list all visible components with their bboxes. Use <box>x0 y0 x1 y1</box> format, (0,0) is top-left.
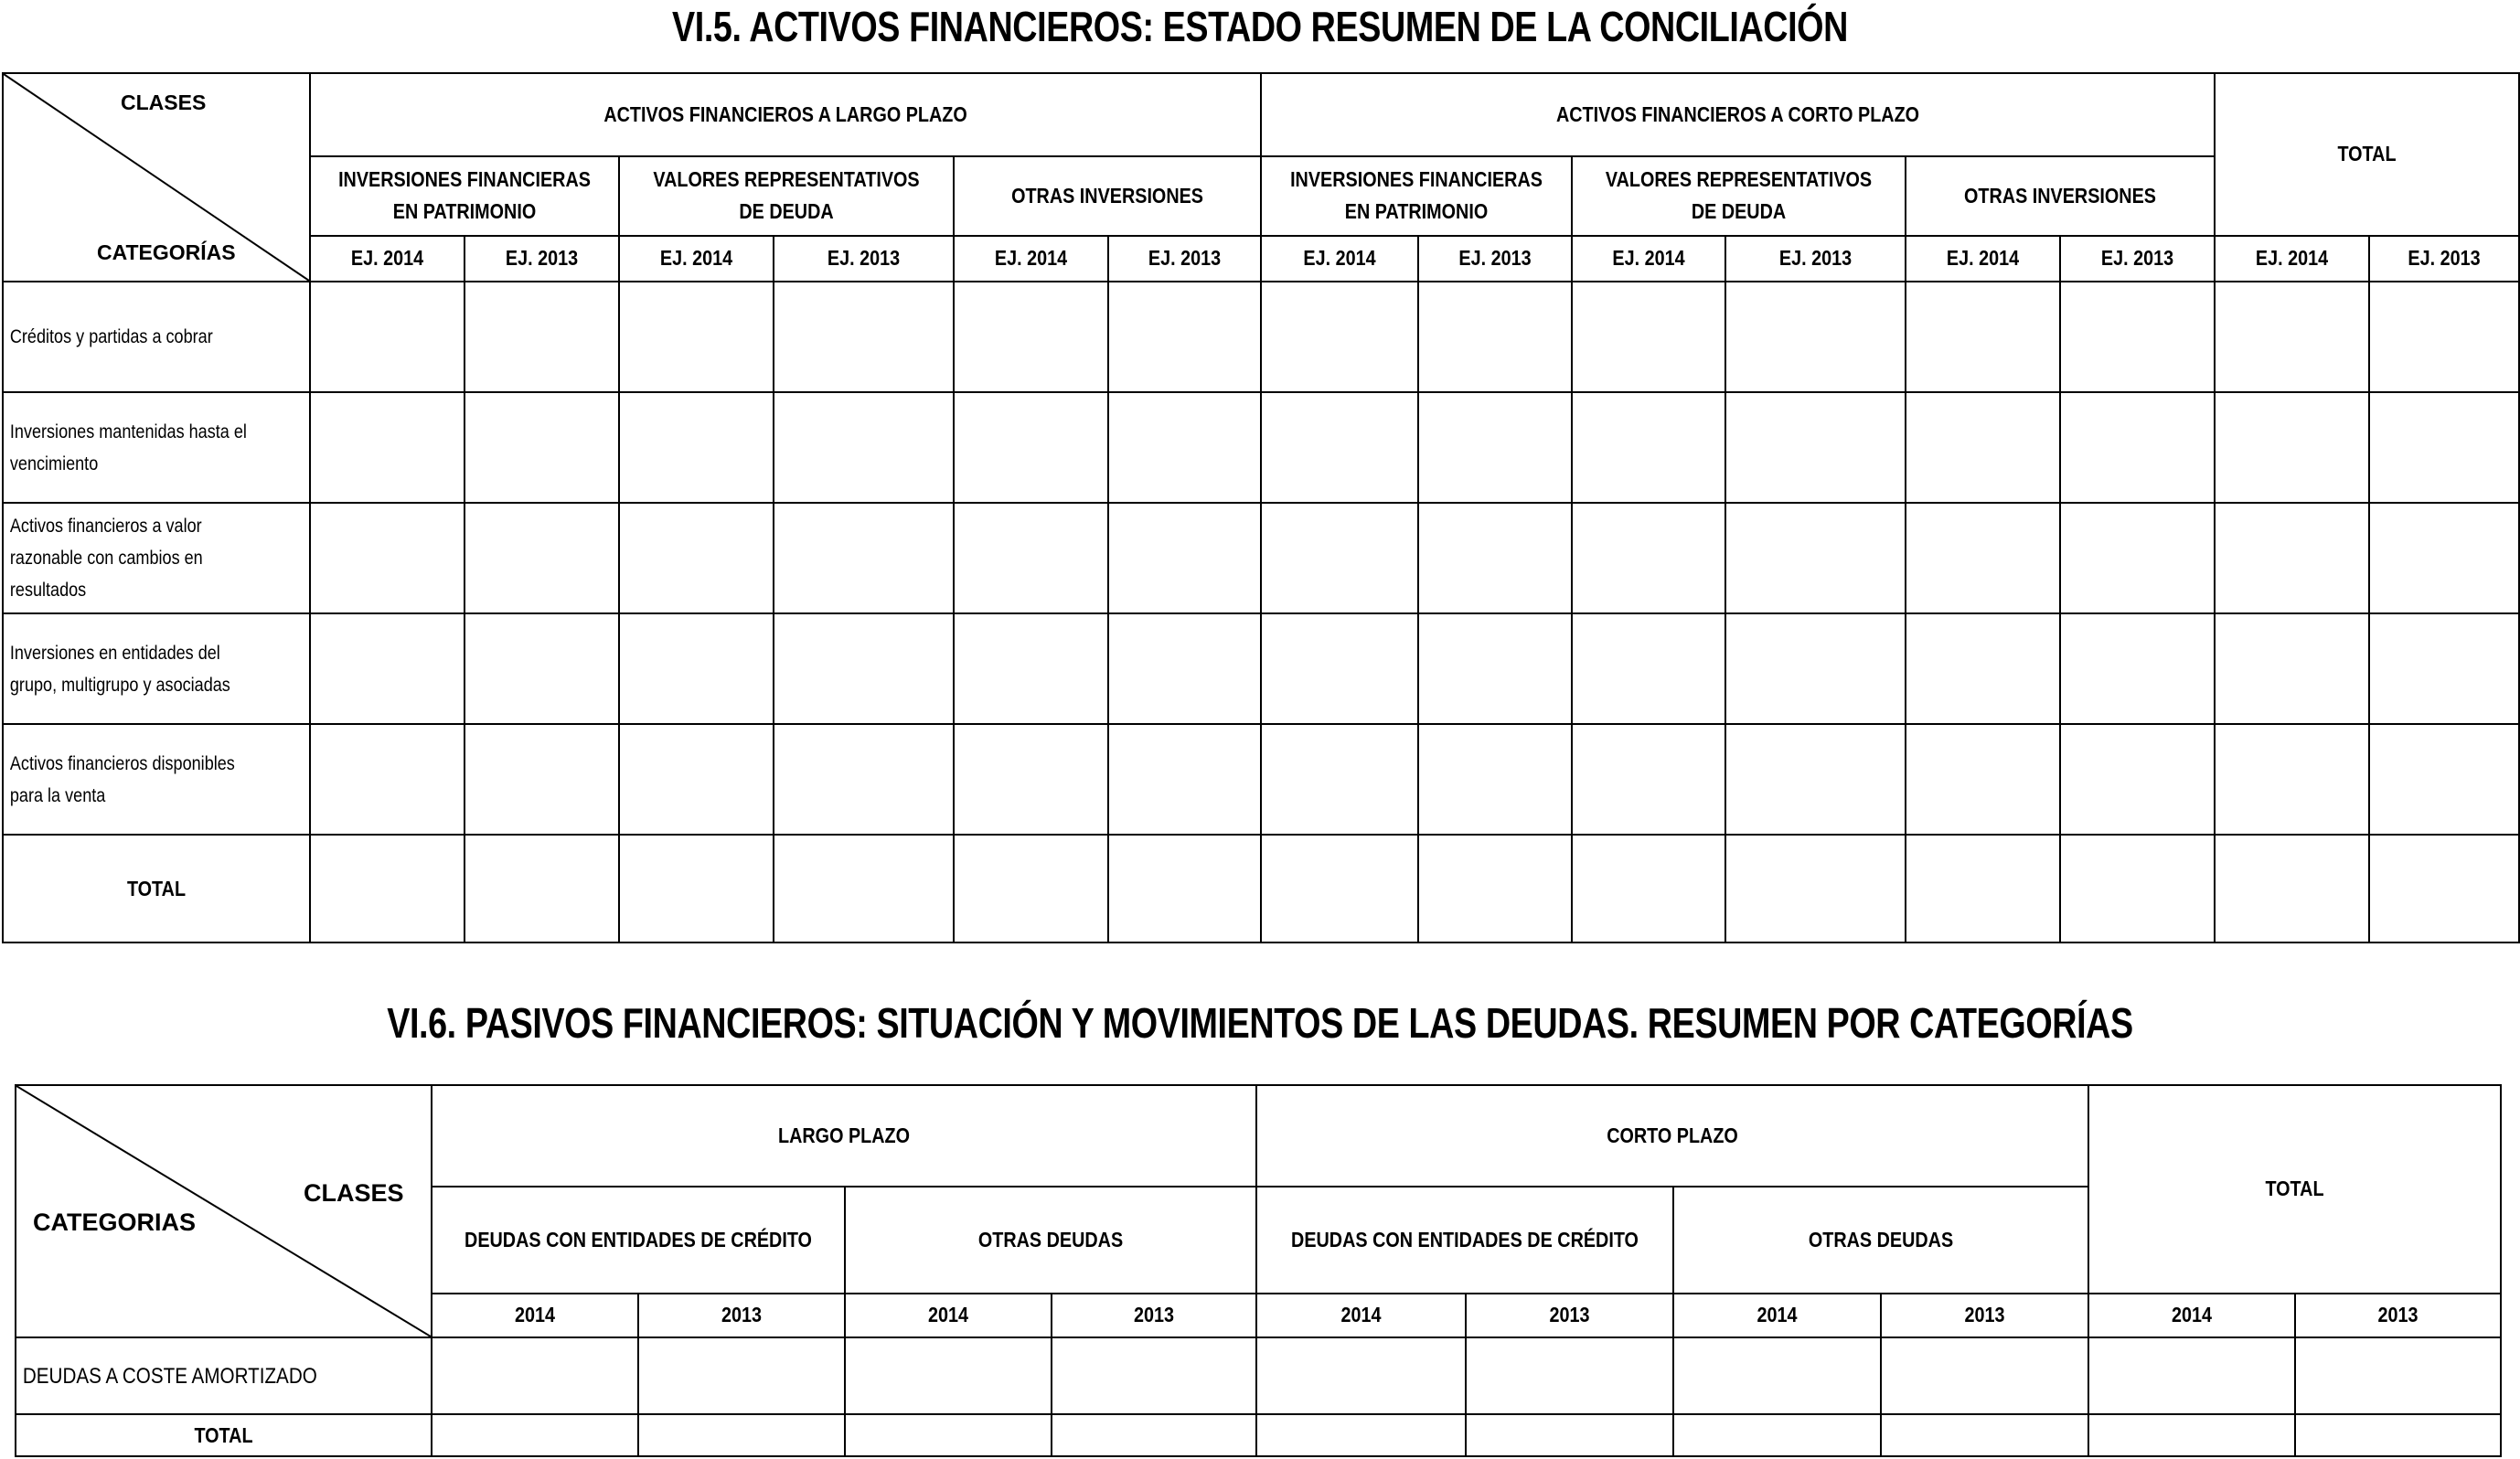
year-header: 2013 <box>1052 1294 1256 1337</box>
data-cell[interactable] <box>619 724 774 835</box>
data-cell[interactable] <box>464 613 619 724</box>
data-cell[interactable] <box>1906 724 2060 835</box>
year-header: 2014 <box>845 1294 1052 1337</box>
subheader-short-equity: INVERSIONES FINANCIERAS EN PATRIMONIO <box>1261 156 1572 236</box>
year-header: EJ. 2014 <box>1261 236 1418 282</box>
data-cell[interactable] <box>1725 835 1906 942</box>
data-cell[interactable] <box>464 503 619 613</box>
year-header: EJ. 2014 <box>1572 236 1725 282</box>
data-cell[interactable] <box>2215 392 2369 503</box>
data-cell[interactable] <box>954 282 1108 392</box>
data-cell[interactable] <box>310 392 464 503</box>
data-cell[interactable] <box>432 1414 638 1456</box>
data-cell[interactable] <box>1572 724 1725 835</box>
table-row <box>3 282 2519 392</box>
data-cell[interactable] <box>1108 835 1261 942</box>
data-cell[interactable] <box>2060 503 2215 613</box>
corner-label-categorias: CATEGORÍAS <box>97 240 236 264</box>
year-header: 2014 <box>1256 1294 1466 1337</box>
data-cell[interactable] <box>2088 1414 2295 1456</box>
corner-label-categorias: CATEGORIAS <box>33 1209 197 1236</box>
year-header: EJ. 2013 <box>774 236 954 282</box>
data-cell[interactable] <box>310 835 464 942</box>
data-cell[interactable] <box>2215 503 2369 613</box>
year-header: 2014 <box>1673 1294 1881 1337</box>
row-label: Activos financieros a valor razonable con cambios en resultados <box>3 503 310 613</box>
data-cell[interactable] <box>2369 835 2519 942</box>
total-row-label: TOTAL <box>16 1414 432 1456</box>
table1-total-row <box>3 835 2519 942</box>
table2-total-row <box>16 1414 2501 1456</box>
data-cell[interactable] <box>2215 724 2369 835</box>
subheader-short-other-debts: OTRAS DEUDAS <box>1673 1187 2088 1294</box>
data-cell[interactable] <box>1725 282 1906 392</box>
subheader-long-debt-securities: VALORES REPRESENTATIVOS DE DEUDA <box>619 156 954 236</box>
data-cell[interactable] <box>638 1337 845 1414</box>
year-header: EJ. 2013 <box>1725 236 1906 282</box>
data-cell[interactable] <box>619 282 774 392</box>
data-cell[interactable] <box>432 1337 638 1414</box>
data-cell[interactable] <box>2369 613 2519 724</box>
data-cell[interactable] <box>1906 613 2060 724</box>
data-cell[interactable] <box>464 392 619 503</box>
data-cell[interactable] <box>2060 613 2215 724</box>
data-cell[interactable] <box>1256 1414 1466 1456</box>
data-cell[interactable] <box>1906 503 2060 613</box>
data-cell[interactable] <box>619 392 774 503</box>
data-cell[interactable] <box>1108 724 1261 835</box>
table-row <box>16 1337 2501 1414</box>
data-cell[interactable] <box>1572 835 1725 942</box>
year-header: EJ. 2013 <box>1418 236 1572 282</box>
data-cell[interactable] <box>954 835 1108 942</box>
data-cell[interactable] <box>2060 392 2215 503</box>
corner-label-clases: CLASES <box>121 91 207 114</box>
data-cell[interactable] <box>2088 1337 2295 1414</box>
data-cell[interactable] <box>619 503 774 613</box>
data-cell[interactable] <box>1466 1414 1673 1456</box>
section1-title: VI.5. ACTIVOS FINANCIEROS: ESTADO RESUMEN DE LA CONCILIACIÓN <box>672 3 1848 50</box>
year-header: EJ. 2014 <box>619 236 774 282</box>
data-cell[interactable] <box>2215 282 2369 392</box>
data-cell[interactable] <box>1881 1337 2088 1414</box>
data-cell[interactable] <box>2060 282 2215 392</box>
year-header: EJ. 2013 <box>1108 236 1261 282</box>
data-cell[interactable] <box>2295 1414 2501 1456</box>
table-row <box>3 392 2519 503</box>
data-cell[interactable] <box>954 503 1108 613</box>
year-header: 2013 <box>2295 1294 2501 1337</box>
data-cell[interactable] <box>1906 282 2060 392</box>
data-cell[interactable] <box>2295 1337 2501 1414</box>
table-row <box>3 613 2519 724</box>
row-label: Inversiones en entidades del grupo, multigrupo y asociadas <box>3 613 310 724</box>
data-cell[interactable] <box>1418 835 1572 942</box>
data-cell[interactable] <box>1261 392 1418 503</box>
row-label: DEUDAS A COSTE AMORTIZADO <box>16 1337 432 1414</box>
corner-label-clases: CLASES <box>304 1179 404 1207</box>
data-cell[interactable] <box>1572 282 1725 392</box>
year-header-row <box>3 236 2519 282</box>
group-header-total: TOTAL <box>2088 1085 2501 1294</box>
data-cell[interactable] <box>619 613 774 724</box>
table1-corner-header <box>3 73 310 282</box>
data-cell[interactable] <box>2369 392 2519 503</box>
data-cell[interactable] <box>845 1414 1052 1456</box>
row-label: Créditos y partidas a cobrar <box>3 282 310 392</box>
data-cell[interactable] <box>1108 392 1261 503</box>
group-header-short-term: ACTIVOS FINANCIEROS A CORTO PLAZO <box>1261 73 2215 156</box>
group-header-total: TOTAL <box>2215 73 2519 236</box>
year-header: EJ. 2013 <box>2060 236 2215 282</box>
subheader-long-other: OTRAS INVERSIONES <box>954 156 1261 236</box>
data-cell[interactable] <box>774 392 954 503</box>
data-cell[interactable] <box>1261 724 1418 835</box>
data-cell[interactable] <box>1108 503 1261 613</box>
year-header: 2013 <box>638 1294 845 1337</box>
data-cell[interactable] <box>774 613 954 724</box>
total-row-label: TOTAL <box>3 835 310 942</box>
data-cell[interactable] <box>954 613 1108 724</box>
data-cell[interactable] <box>1418 503 1572 613</box>
table2-corner-header <box>16 1085 432 1337</box>
data-cell[interactable] <box>1725 503 1906 613</box>
data-cell[interactable] <box>1725 392 1906 503</box>
data-cell[interactable] <box>2369 282 2519 392</box>
financial-liabilities-table <box>15 1084 2502 1457</box>
data-cell[interactable] <box>1261 503 1418 613</box>
subheader-short-credit-entities: DEUDAS CON ENTIDADES DE CRÉDITO <box>1256 1187 1673 1294</box>
data-cell[interactable] <box>1466 1337 1673 1414</box>
data-cell[interactable] <box>774 503 954 613</box>
year-header: EJ. 2013 <box>2369 236 2519 282</box>
data-cell[interactable] <box>464 282 619 392</box>
subheader-short-other: OTRAS INVERSIONES <box>1906 156 2215 236</box>
data-cell[interactable] <box>1052 1337 1256 1414</box>
table-row <box>3 503 2519 613</box>
year-header: EJ. 2013 <box>464 236 619 282</box>
subheader-long-equity: INVERSIONES FINANCIERAS EN PATRIMONIO <box>310 156 619 236</box>
data-cell[interactable] <box>1261 835 1418 942</box>
data-cell[interactable] <box>310 503 464 613</box>
data-cell[interactable] <box>774 724 954 835</box>
year-header: EJ. 2014 <box>1906 236 2060 282</box>
group-header-long-term: LARGO PLAZO <box>432 1085 1256 1187</box>
data-cell[interactable] <box>310 282 464 392</box>
data-cell[interactable] <box>464 724 619 835</box>
data-cell[interactable] <box>954 724 1108 835</box>
data-cell[interactable] <box>1418 724 1572 835</box>
data-cell[interactable] <box>954 392 1108 503</box>
subheader-long-other-debts: OTRAS DEUDAS <box>845 1187 1256 1294</box>
data-cell[interactable] <box>774 835 954 942</box>
data-cell[interactable] <box>1261 613 1418 724</box>
data-cell[interactable] <box>1725 724 1906 835</box>
data-cell[interactable] <box>1261 282 1418 392</box>
table-row <box>3 724 2519 835</box>
data-cell[interactable] <box>1418 613 1572 724</box>
data-cell[interactable] <box>2369 724 2519 835</box>
data-cell[interactable] <box>619 835 774 942</box>
data-cell[interactable] <box>2215 613 2369 724</box>
data-cell[interactable] <box>2369 503 2519 613</box>
data-cell[interactable] <box>464 835 619 942</box>
data-cell[interactable] <box>310 724 464 835</box>
data-cell[interactable] <box>1906 392 2060 503</box>
data-cell[interactable] <box>774 282 954 392</box>
subheader-long-credit-entities: DEUDAS CON ENTIDADES DE CRÉDITO <box>432 1187 845 1294</box>
data-cell[interactable] <box>1725 613 1906 724</box>
data-cell[interactable] <box>1418 392 1572 503</box>
group-header-short-term: CORTO PLAZO <box>1256 1085 2088 1187</box>
data-cell[interactable] <box>1673 1337 1881 1414</box>
data-cell[interactable] <box>1418 282 1572 392</box>
financial-assets-table <box>2 72 2520 943</box>
year-header: EJ. 2014 <box>2215 236 2369 282</box>
data-cell[interactable] <box>1052 1414 1256 1456</box>
data-cell[interactable] <box>1256 1337 1466 1414</box>
year-header: 2013 <box>1466 1294 1673 1337</box>
table1-body <box>3 282 2519 835</box>
data-cell[interactable] <box>1572 613 1725 724</box>
data-cell[interactable] <box>2060 835 2215 942</box>
data-cell[interactable] <box>1108 282 1261 392</box>
year-header: 2013 <box>1881 1294 2088 1337</box>
data-cell[interactable] <box>2060 724 2215 835</box>
data-cell[interactable] <box>1572 392 1725 503</box>
data-cell[interactable] <box>1108 613 1261 724</box>
year-header: 2014 <box>432 1294 638 1337</box>
row-label: Inversiones mantenidas hasta el vencimiento <box>3 392 310 503</box>
data-cell[interactable] <box>845 1337 1052 1414</box>
data-cell[interactable] <box>310 613 464 724</box>
data-cell[interactable] <box>1906 835 2060 942</box>
group-header-long-term: ACTIVOS FINANCIEROS A LARGO PLAZO <box>310 73 1261 156</box>
data-cell[interactable] <box>1881 1414 2088 1456</box>
year-header: EJ. 2014 <box>310 236 464 282</box>
year-header: EJ. 2014 <box>954 236 1108 282</box>
row-label: Activos financieros disponibles para la venta <box>3 724 310 835</box>
data-cell[interactable] <box>2215 835 2369 942</box>
data-cell[interactable] <box>638 1414 845 1456</box>
data-cell[interactable] <box>1673 1414 1881 1456</box>
section2-title: VI.6. PASIVOS FINANCIEROS: SITUACIÓN Y MOVIMIENTOS DE LAS DEUDAS. RESUMEN POR CATEGORÍAS <box>387 999 2133 1047</box>
data-cell[interactable] <box>1572 503 1725 613</box>
year-header: 2014 <box>2088 1294 2295 1337</box>
subheader-short-debt-securities: VALORES REPRESENTATIVOS DE DEUDA <box>1572 156 1906 236</box>
